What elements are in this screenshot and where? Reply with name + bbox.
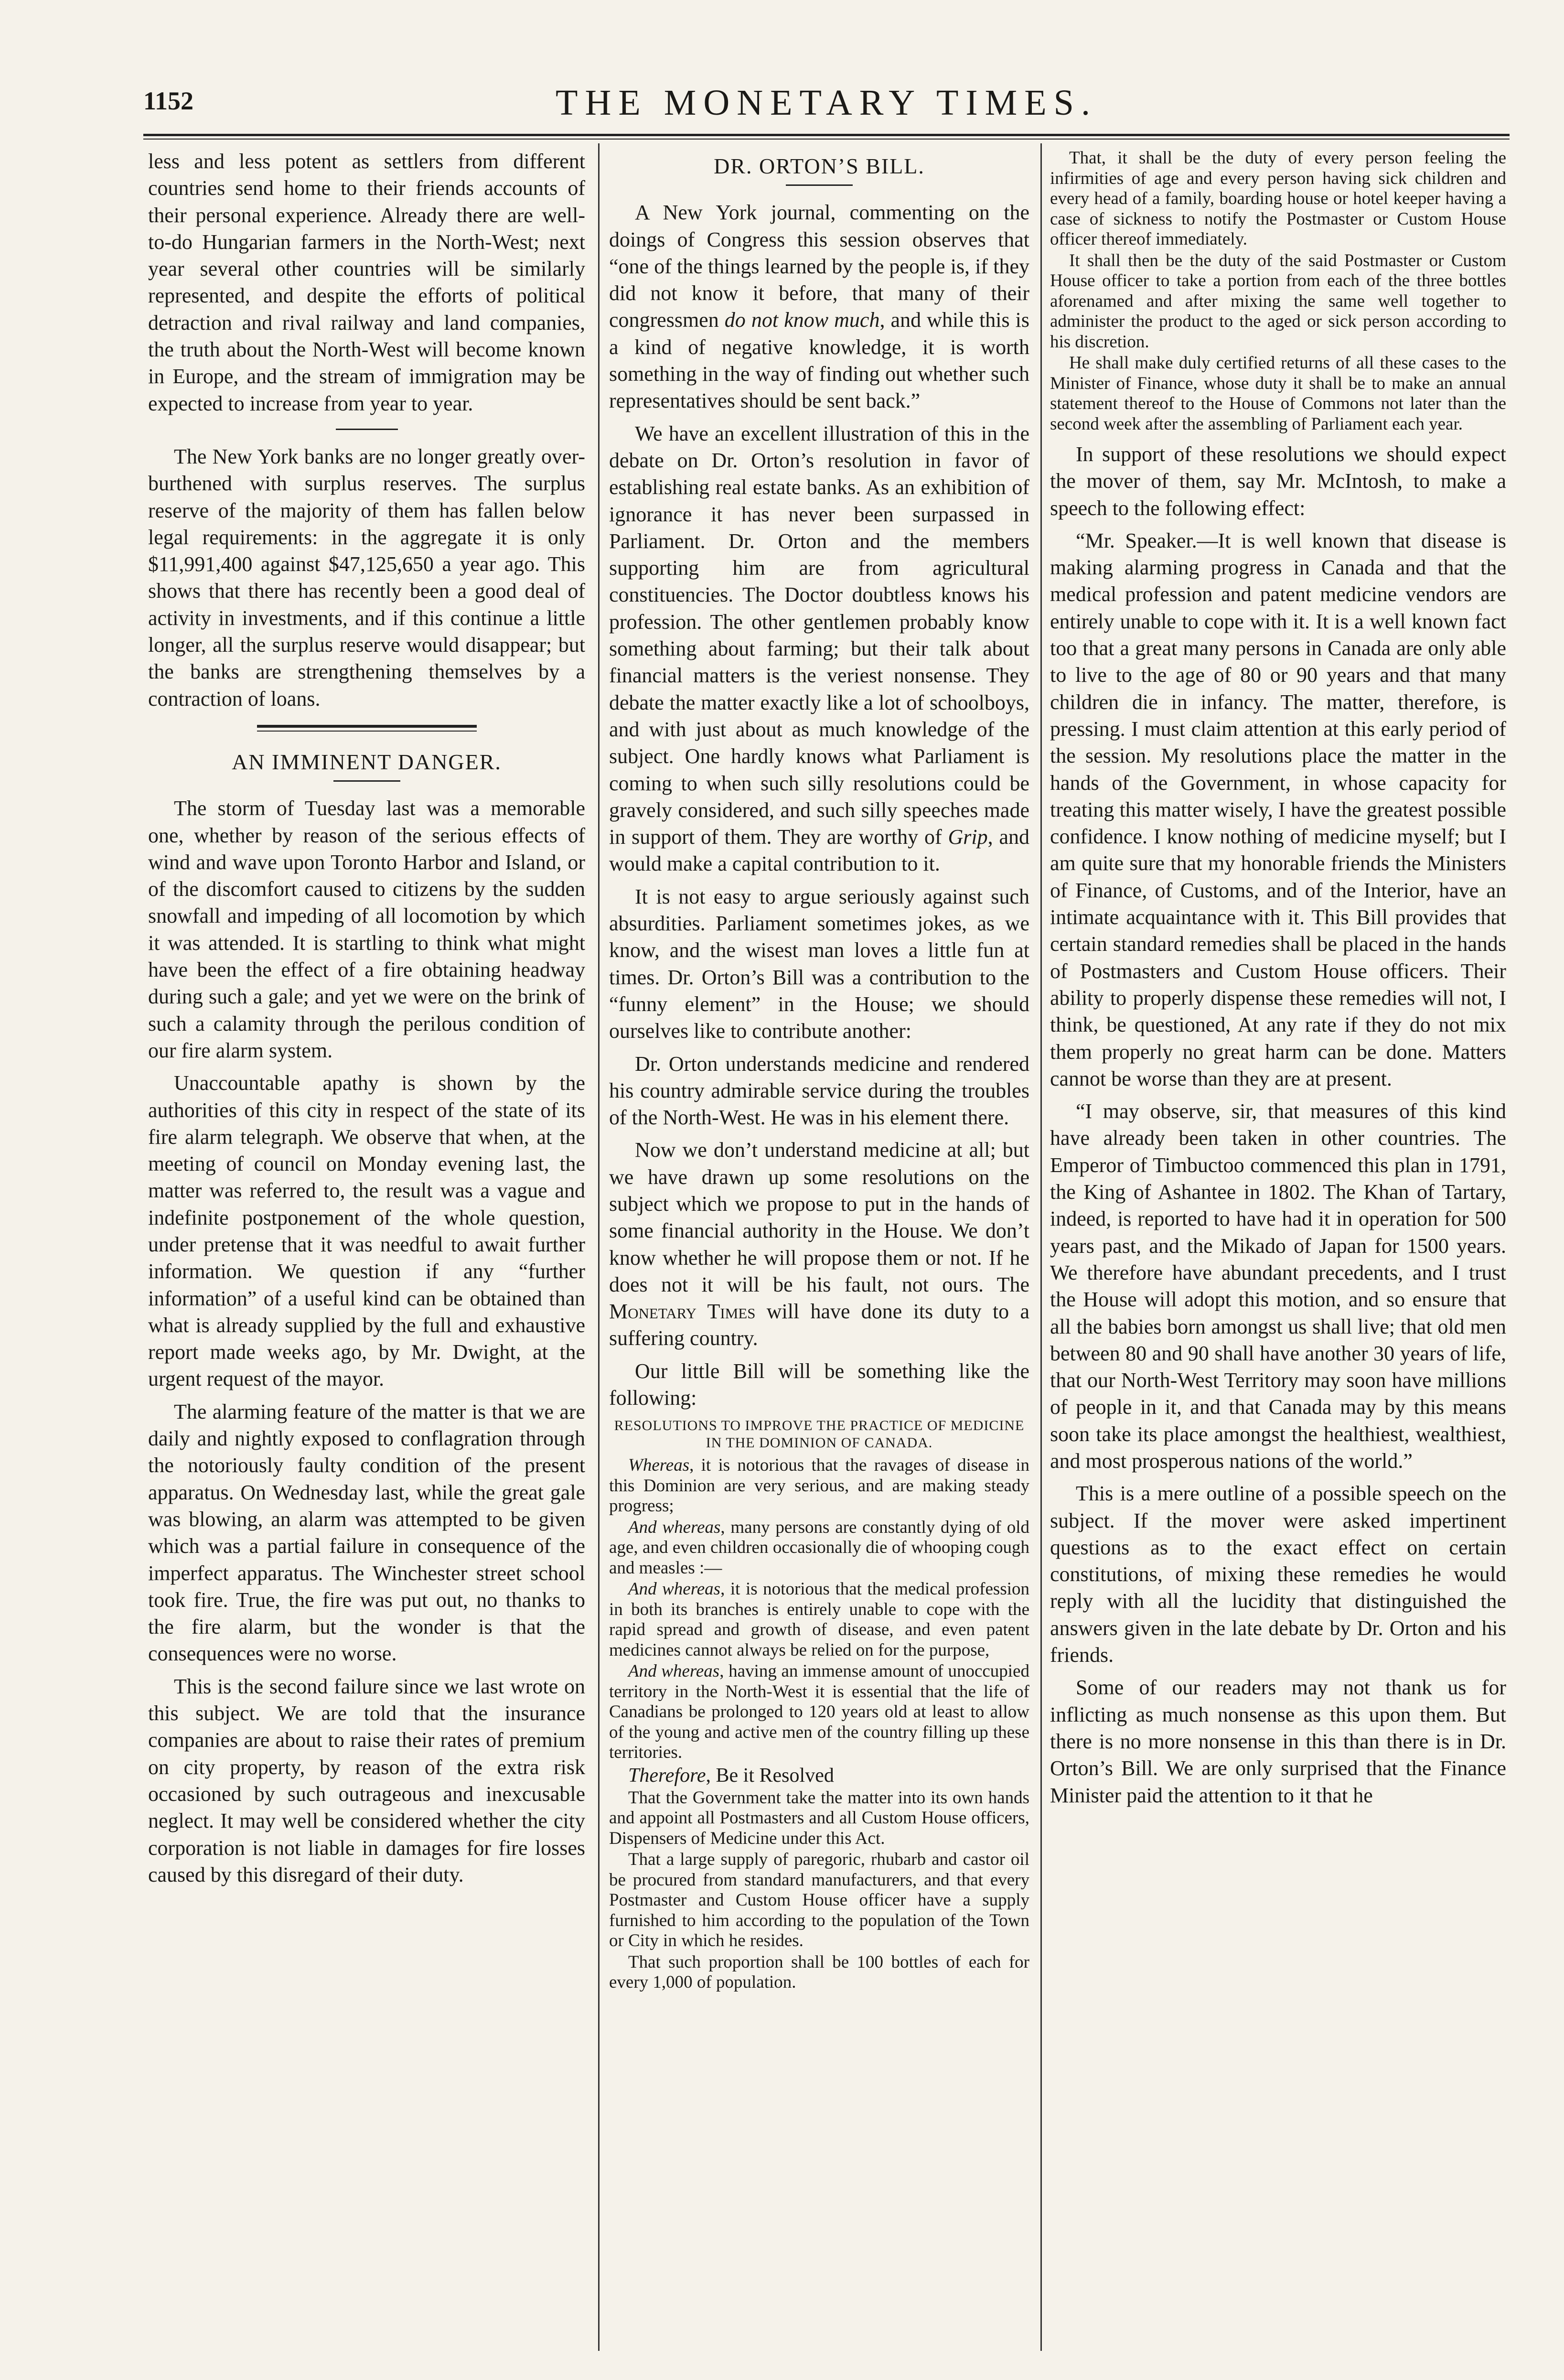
heading-rule bbox=[786, 184, 853, 186]
resolutions-title: RESOLUTIONS TO IMPROVE THE PRACTICE OF MEDICINE IN THE DOMINION OF CANADA. bbox=[614, 1418, 1025, 1451]
article-heading: DR. ORTON’S BILL. bbox=[714, 154, 925, 178]
resolution-clause: He shall make duly certified returns of all these cases to the Minister of Finance, whose duty it shall be to make an annual statement thereof to the House of Commons not later than the second week after the assembling of Parliament each year. bbox=[1050, 353, 1506, 434]
article-paragraph: In support of these resolutions we should expect the mover of them, say Mr. McIntosh, to make a speech to the following effect: bbox=[1050, 442, 1506, 520]
column-divider bbox=[1040, 143, 1042, 2351]
article-paragraph: The New York banks are no longer greatly over-burthened with surplus reserves. The surplus reserve of the majority of them has fallen below legal requirements: in the aggregate it is only $11,991,400 against $47,125,650 a year ago. This shows that there has recently been a good deal of activity in investments, and if this continue a little longer, all the surplus reserve would disappear; but the banks are strengthening themselves by a contraction of loans. bbox=[148, 444, 585, 711]
section-rule bbox=[336, 429, 398, 430]
article-paragraph: The alarming feature of the matter is that we are daily and nightly exposed to conflagration through the notoriously faulty condition of the present apparatus. On Wednesday last, while the great gale was blowing, an alarm was attempted to be given which was a partial failure in consequence of the imperfect apparatus. The Winchester street school took fire. True, the fire was put out, no thanks to the fire alarm, but the wonder is that the consequences were no worse. bbox=[148, 1400, 585, 1666]
resolution-clause: Whereas, it is notorious that the ravages of disease in this Dominion are very serious, and are making steady progress; bbox=[609, 1455, 1029, 1516]
article-paragraph: We have an excellent illustration of this in the debate on Dr. Orton’s resolution in favor of establishing real estate banks. As an exhibition of ignorance it has never been surpassed in Parliament. Dr. Orton and the members supporting him are from agricultural constituencies. The Doctor doubtless knows his profession. The other gentlemen probably know something about farming; but their talk about financial matters is the veriest nonsense. They debate the matter exactly like a lot of schoolboys, and with just about as much knowledge of the subject. One hardly knows what Parliament is coming to when such silly resolutions could be gravely considered, and such silly speeches made in support of them. They are worthy of Grip, and would make a capital contribution to it. bbox=[609, 421, 1029, 876]
article-paragraph: “I may observe, sir, that measures of this kind have already been taken in other countries. The Emperor of Timbuctoo commenced this plan in 1791, the King of Ashantee in 1802. The Khan of Tartary, indeed, is reported to have had it in operation for 500 years past, and the Mikado of Japan for 1500 years. We therefore have abundant precedents, and I trust the House will adopt this motion, and so ensure that all the babies born amongst us shall live; that old men between 80 and 90 shall have another 30 years of life, that our North-West Territory may soon have millions of people in it, and that Canada may by this means soon take its place amongst the healthiest, wealthiest, and most prosperous nations of the world.” bbox=[1050, 1099, 1506, 1473]
resolution-clause: It shall then be the duty of the said Postmaster or Custom House officer to take a portion from each of the three bottles aforenamed and after mixing the same well together to administer the product to the aged or sick person according to his discretion. bbox=[1050, 250, 1506, 352]
article-paragraph: It is not easy to argue seriously against such absurdities. Parliament sometimes jokes, as we know, and the wisest man loves a little fun at times. Dr. Orton’s Bill was a contribution to the “funny element” in the House; we should ourselves like to contribute another: bbox=[609, 884, 1029, 1043]
heading-rule bbox=[333, 780, 400, 782]
article-paragraph: This is a mere outline of a possible speech on the subject. If the mover were asked impertinent questions as to the exact effect on certain constitutions, of mixing these remedies he would reply with all the lucidity that distinguished the answers given in the late debate by Dr. Orton and his friends. bbox=[1050, 1482, 1506, 1667]
header-rule-thin bbox=[143, 139, 1510, 140]
resolution-clause: And whereas, it is notorious that the medical profession in both its branches is entirely unable to cope with the rapid spread and growth of disease, and even patent medicines cannot always be relied on for the purpose, bbox=[609, 1579, 1029, 1660]
article-heading: AN IMMINENT DANGER. bbox=[232, 749, 502, 774]
page-header bbox=[143, 82, 1510, 130]
resolution-clause: That the Government take the matter into its own hands and appoint all Postmasters and all Custom House officers, Dispensers of Medicine under this Act. bbox=[609, 1788, 1029, 1848]
article-paragraph: This is the second failure since we last wrote on this subject. We are told that the insurance companies are about to raise their rates of premium on city property, by reason of the extra risk occasioned by such outrageous and inexcusable neglect. It may well be considered whether the city corporation is not liable in damages for fire losses caused by this disregard of their duty. bbox=[148, 1674, 585, 1886]
article-paragraph: Dr. Orton understands medicine and rendered his country admirable service during the troubles of the North-West. He was in his element there. bbox=[609, 1052, 1029, 1130]
column-1 bbox=[148, 148, 585, 1894]
article-paragraph: less and less potent as settlers from different countries send home to their friends accounts of their personal experience. Already there are well-to-do Hungarian farmers in the North-West; next year several other countries will be similarly represented, and despite the efforts of political detraction and rival railway and land companies, the truth about the North-West will become known in Europe, and the stream of immigration may be expected to increase from year to year. bbox=[148, 150, 585, 415]
article-paragraph: Now we don’t understand medicine at all; but we have drawn up some resolutions on the subject which we propose to put in the hands of some financial authority in the House. We don’t know whether he will propose them or not. If he does not it will be his fault, not ours. The Monetary Times will have done its duty to a suffering country. bbox=[609, 1138, 1029, 1350]
masthead-title: THE MONETARY TIMES. bbox=[556, 83, 1097, 123]
column-2 bbox=[609, 148, 1029, 1994]
column-divider bbox=[598, 143, 600, 2351]
page-number: 1152 bbox=[143, 86, 194, 115]
column-3 bbox=[1050, 148, 1506, 1815]
article-paragraph: “Mr. Speaker.—It is well known that disease is making alarming progress in Canada and that the medical profession and patent medicine vendors are entirely unable to cope with it. It is a well known fact too that a great many persons in Canada are only able to live to the age of 80 or 90 years and that many children die in infancy. The matter, therefore, is pressing. I must claim attention at this early period of the session. My resolutions place the matter in the hands of the Government, in whose capacity for treating this matter wisely, I have the greatest possible confidence. I know nothing of medicine myself; but I am quite sure that my honorable friends the Ministers of Finance, of Customs, and of the Interior, have an intimate acquaintance with it. This Bill provides that certain standard remedies shall be placed in the hands of Postmasters and Custom House officers. Their ability to properly dispense these remedies will not, I think, be questioned, At any rate if they do not mix them properly no great harm can be done. Matters cannot be worse than they are at present. bbox=[1050, 528, 1506, 1090]
resolution-clause: That a large supply of paregoric, rhubarb and castor oil be procured from standard manufacturers, and that every Postmaster and Custom House officer have a supply furnished to him according to the population of the Town or City in which he resides. bbox=[609, 1850, 1029, 1951]
resolved-line: Therefore, Be it Resolved bbox=[628, 1764, 834, 1787]
resolution-clause: That, it shall be the duty of every person feeling the infirmities of age and every person having sick children and every head of a family, boarding house or hotel keeper having a case of sickness to notify the Postmaster or Custom House officer thereof immediately. bbox=[1050, 148, 1506, 249]
section-double-rule bbox=[257, 725, 477, 732]
header-rule bbox=[143, 134, 1510, 136]
resolution-clause: That such proportion shall be 100 bottles of each for every 1,000 of population. bbox=[609, 1952, 1029, 1992]
article-paragraph: Some of our readers may not thank us for inflicting as much nonsense as this upon them. But there is no more nonsense in this than there is in Dr. Orton’s Bill. We are only surprised that the Finance Minister paid the attention to it that he bbox=[1050, 1676, 1506, 1807]
article-paragraph: The storm of Tuesday last was a memorable one, whether by reason of the serious effects of wind and wave upon Toronto Harbor and Island, or of the discomfort caused to citizens by the sudden snowfall and impeding of all locomotion by which it was attended. It is startling to think what might have been the effect of a fire obtaining headway during such a gale; and yet we were on the brink of such a calamity through the perilous condition of our fire alarm system. bbox=[148, 797, 585, 1062]
article-paragraph: A New York journal, commenting on the doings of Congress this session observes that “one of the things learned by the people is, if they did not know it before, that many of their congressmen do not know much, and while this is a kind of negative knowledge, it is worth something in the way of finding out whether such representatives should be sent back.” bbox=[609, 201, 1030, 413]
resolution-clause: And whereas, having an immense amount of unoccupied territory in the North-West it is essential that the life of Canadians be prolonged to 120 years old at least to allow of the young and active men of the country filling up these territories. bbox=[609, 1661, 1029, 1763]
article-paragraph: Our little Bill will be something like the following: bbox=[609, 1359, 1029, 1410]
article-paragraph: Unaccountable apathy is shown by the authorities of this city in respect of the state of its fire alarm telegraph. We observe that when, at the meeting of council on Monday evening last, the matter was referred to, the result was a vague and indefinite postponement of the whole question, under pretense that it was needful to await further information. We question if any “further information” of a useful kind can be obtained than what is already supplied by the full and exhaustive report made weeks ago, by Mr. Dwight, at the urgent request of the mayor. bbox=[148, 1071, 585, 1391]
resolution-clause: And whereas, many persons are constantly dying of old age, and even children occasionally die of whooping cough and measles :— bbox=[609, 1517, 1029, 1578]
